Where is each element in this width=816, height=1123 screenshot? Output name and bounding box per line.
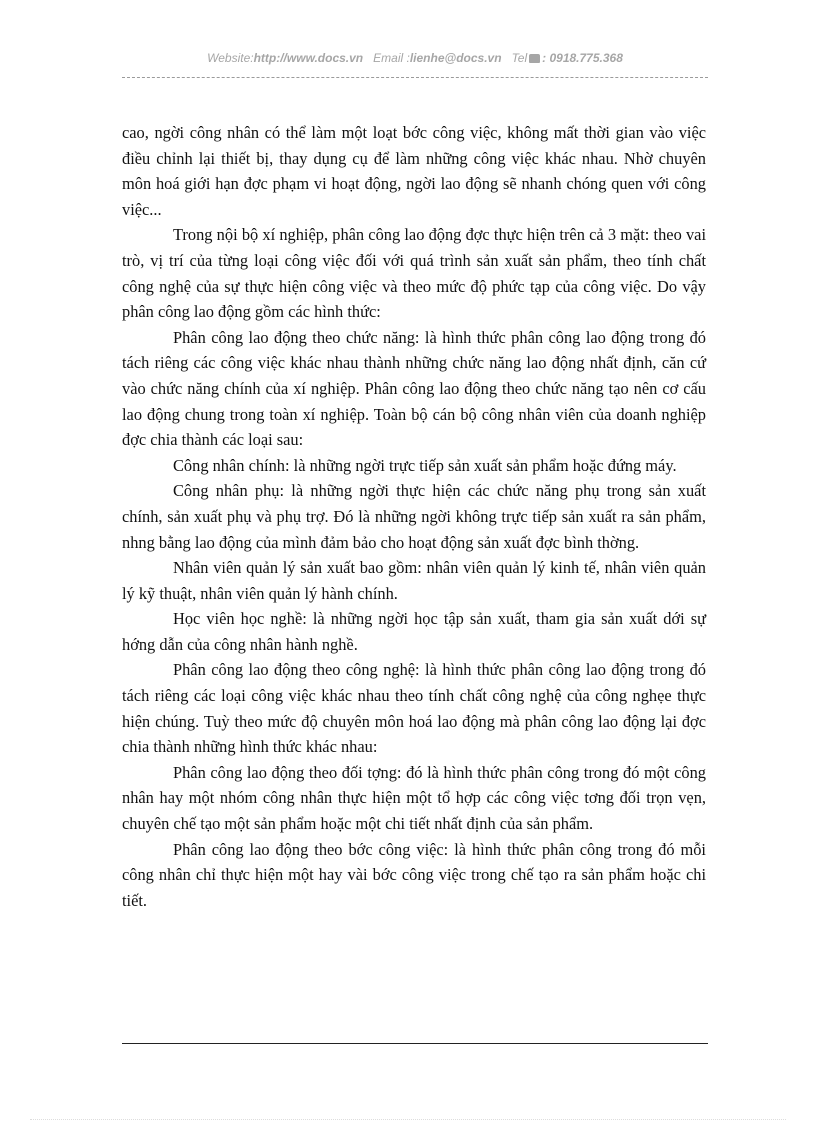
paragraph-10: Phân công lao động theo bớc công việc: là hình thức phân công trong đó mỗi công nhân chỉ thực hiện một hay vài bớc công việc trong chế tạo ra sản phẩm hoặc chi tiết. bbox=[122, 839, 706, 910]
page-bottom-border bbox=[30, 1119, 786, 1120]
paragraph-4: Công nhân chính: là những ngời trực tiếp sản xuất sản phẩm hoặc đứng máy. bbox=[173, 455, 677, 475]
website-url[interactable]: http://www.docs.vn bbox=[253, 51, 364, 65]
paragraph-8: Phân công lao động theo công nghệ: là hình thức phân công lao động trong đó tách riêng các loại công việc khác nhau theo tính chất công nghệ của công nghẹe thực hiện chúng. Tuỳ theo mức độ chuyên môn hoá lao động mà phân công lao động lại đợc chia thành những hình thức khác nhau: bbox=[122, 660, 706, 757]
footer-divider bbox=[122, 1043, 708, 1044]
phone-icon bbox=[529, 54, 540, 63]
page-header bbox=[122, 51, 708, 65]
document-body bbox=[122, 120, 706, 913]
paragraph-5: Công nhân phụ: là những ngời thực hiện các chức năng phụ trong sản xuất chính, sản xuất phụ và phụ trợ. Đó là những ngời không trực tiếp sản xuất ra sản phẩm, nhng bằng lao động của mình đảm bảo cho hoạt động sản xuất đợc bình thờng. bbox=[122, 481, 706, 552]
paragraph-9: Phân công lao động theo đối tợng: đó là hình thức phân công trong đó một công nhân hay một nhóm công nhân thực hiện một tổ hợp các công việc tơng đối trọn vẹn, chuyên chế tạo một sản phẩm hoặc một chi tiết nhất định của sản phẩm. bbox=[122, 762, 706, 834]
paragraph-6: Nhân viên quản lý sản xuất bao gồm: nhân viên quản lý kinh tế, nhân viên quản lý kỹ thuật, nhân viên quản lý hành chính. bbox=[122, 558, 706, 603]
paragraph-3: Phân công lao động theo chức năng: là hình thức phân công lao động trong đó tách riêng các công việc khác nhau thành những chức năng lao động nhất định, căn cứ vào chức năng chính của xí nghiệp. Phân công lao động theo chức năng tạo nên cơ cấu lao động chung trong toàn xí nghiệp. Toàn bộ cán bộ công nhân viên của doanh nghiệp đợc chia thành các loại sau: bbox=[122, 327, 706, 450]
email-label: Email : bbox=[373, 51, 410, 65]
email-value[interactable]: lienhe@docs.vn bbox=[409, 51, 502, 65]
tel-label: Tel bbox=[511, 51, 528, 65]
paragraph-1: cao, ngời công nhân có thể làm một loạt bớc công việc, không mất thời gian vào việc điều chỉnh lại thiết bị, thay dụng cụ để làm những công việc khác nhau. Nhờ chuyên môn hoá giới hạn đợc phạm vi hoạt động, ngời lao động sẽ nhanh chóng quen với công việc... bbox=[122, 123, 706, 219]
tel-value: : 0918.775.368 bbox=[542, 51, 623, 65]
paragraph-2: Trong nội bộ xí nghiệp, phân công lao động đợc thực hiện trên cả 3 mặt: theo vai trò, vị trí của từng loại công việc đối với quá trình sản xuất sản phẩm, theo tính chất công nghệ của sự thực hiện công việc và theo mức độ phức tạp của công việc. Do vậy phân công lao động gồm các hình thức: bbox=[122, 225, 706, 322]
website-label: Website: bbox=[207, 51, 254, 65]
header-divider bbox=[122, 77, 708, 78]
paragraph-7: Học viên học nghề: là những ngời học tập sản xuất, tham gia sản xuất dới sự hớng dẫn của công nhân hành nghề. bbox=[122, 609, 706, 654]
